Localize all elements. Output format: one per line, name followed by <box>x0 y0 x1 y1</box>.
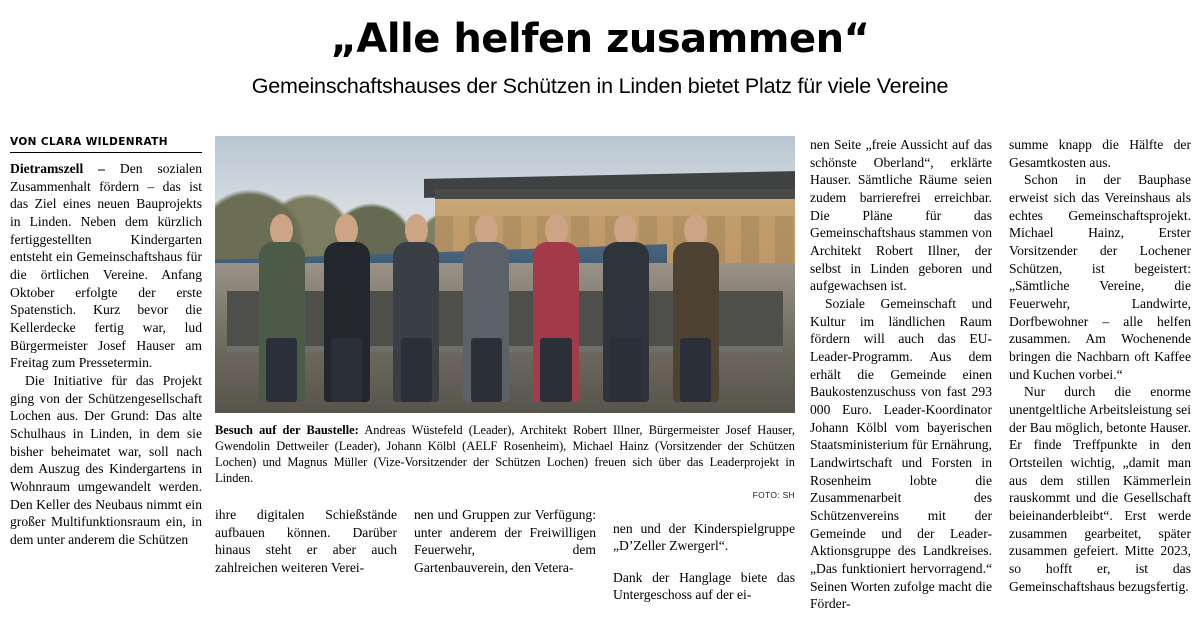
photo-person <box>460 214 512 402</box>
photo-person-legs <box>401 338 432 402</box>
photo-person-head <box>614 214 637 246</box>
photo-person-legs <box>540 338 571 402</box>
column-6 <box>1009 136 1191 595</box>
newspaper-page <box>0 16 1200 612</box>
paragraph: summe knapp die Hälfte der Gesamtkosten aus. <box>1009 137 1191 170</box>
paragraph-text: Den sozialen Zusammenhalt fördern – das ist das Ziel eines neuen Bauprojekts in Linden. Neben dem kürzlich fertiggestellten Kindergarten entsteht ein Gemeinschaftshaus für die örtlichen Vereine. Anfang Oktober erfolgte der erste Spatenstich. Kurz bevor die Kellerdecke fertig war, lud Bürgermeister Josef Hauser am Freitag zum Pressetermin. <box>10 161 202 371</box>
photo-person <box>390 214 442 402</box>
photo-person-legs <box>471 338 502 402</box>
dateline: Dietramszell – <box>10 161 105 176</box>
photo-person <box>530 214 582 402</box>
photo-person <box>320 214 372 402</box>
photo-person <box>670 214 722 402</box>
photo-person-head <box>684 214 707 246</box>
photo-person-legs <box>610 338 641 402</box>
article-columns <box>10 136 1191 612</box>
column-2-text: ihre digitalen Schießstände aufbauen können. Darüber hinaus steht er aber auch zahlreichen weiteren Verei- <box>215 507 397 576</box>
photo-person-legs <box>331 338 362 402</box>
photo-person <box>256 214 308 402</box>
photo-person-head <box>405 214 428 246</box>
paragraph <box>10 160 202 372</box>
photo-person-legs <box>680 338 711 402</box>
paragraph: Soziale Gemeinschaft und Kultur im ländlichen Raum fördern will auch das EU-Leader-Programm. Aus dem erhält die Gemeinde einen Baukostenzuschuss von fast 293 000 Euro. Leader-Koordinator Johann Kölbl vom bayerischen Staatsministerium für Ernährung, Landwirtschaft und Forsten in Rosenheim lobte die Zusammenarbeit des Schützenvereins mit der Gemeinde und der Leader-Aktionsgruppe des Landkreises. „Das funktioniert hervorragend.“ Seinen Worten zufolge macht die Förder- <box>810 296 992 612</box>
photo-person-head <box>270 214 293 246</box>
paragraph: nen und der Kinderspielgruppe „D’Zeller Zwergerl“. <box>613 520 795 554</box>
photo-credit: FOTO: SH <box>752 489 795 500</box>
page-title: „Alle helfen zusammen“ <box>330 16 870 62</box>
photo-block <box>215 136 795 500</box>
photo-people-group <box>256 214 755 402</box>
photo-person-legs <box>266 338 297 402</box>
paragraph: nen Seite „freie Aussicht auf das schönste Oberland“, erklärte Hauser. Sämtliche Räume seien zudem barrierefrei erreichbar. Die Pläne für das Gemeinschaftshaus stammen von Architekt Robert Illner, der selbst in Linden geboren und aufgewachsen ist. <box>810 137 992 294</box>
photo-caption-lead: Besuch auf der Baustelle: <box>215 423 359 437</box>
column-5-text <box>810 136 992 613</box>
paragraph: Schon in der Bauphase erweist sich das Vereinshaus als echtes Gemeinschaftsprojekt. Michael Hainz, Erster Vorsitzender der Lochener Schützen, ist begeistert: „Sämtliche Vereine, die Feuerwehr, Landwirte, Dorfbewohner – alle helfen zusammen. Am Wochenende bringen die Nachbarn oft Kaffee und Kuchen vorbei.“ <box>1009 172 1191 382</box>
photo-caption <box>215 422 795 487</box>
column-6-text <box>1009 136 1191 595</box>
paragraph: Dank der Hanglage biete das Untergeschoss auf der ei- <box>613 569 795 603</box>
byline: VON CLARA WILDENRATH <box>10 136 202 153</box>
column-5 <box>810 136 992 613</box>
page-subtitle: Gemeinschaftshauses der Schützen in Linden bietet Platz für viele Vereine <box>251 74 949 98</box>
paragraph: Die Initiative für das Projekt ging von der Schützengesellschaft Lochen aus. Der Grund: Das alte Schulhaus in Linden, in dem sie bisher beheimatet war, soll nach dem Auszug des Kindergartens in Wohnraum umgewandelt werden. Den Keller des Neubaus nimmt ein großer Multifunktionsraum ein, in dem unter anderem die Schützen <box>10 373 202 548</box>
column-1-text <box>10 160 202 549</box>
photo-person-head <box>545 214 568 246</box>
column-3-text: nen und Gruppen zur Verfügung: unter anderem der Freiwilligen Feuerwehr, dem Gartenbauverein, den Vetera- <box>414 507 596 576</box>
photo-person-head <box>475 214 498 246</box>
photo-person-head <box>335 214 358 246</box>
photo-person <box>600 214 652 402</box>
column-1 <box>10 136 202 549</box>
photo-caption-text: Andreas Wüstefeld (Leader), Architekt Robert Illner, Bürgermeister Josef Hauser, Gwendolin Dettweiler (Leader), Johann Kölbl (AELF Rosenheim), Michael Hainz (Vorsitzender der Schützen Lochen) und Magnus Müller (Vize-Vorsitzender der Schützen Lochen) freuen sich über das Leaderprojekt in Linden. <box>215 423 795 486</box>
column-4-text <box>613 506 795 617</box>
article-photo <box>215 136 795 413</box>
paragraph: Nur durch die enorme unentgeltliche Arbeitsleistung sei der Bau möglich, betonte Hauser. Er finde Treffpunkte in den Ortsteilen wichtig, „damit man aus dem stillen Kämmerlein rauskommt und die Gesellschaft beieinanderbleibt“. Erst werde zusammen gearbeitet, später zusammen gefeiert. Mitte 2023, so hofft er, ist das Gemeinschaftshaus bezugsfertig. <box>1009 384 1191 594</box>
